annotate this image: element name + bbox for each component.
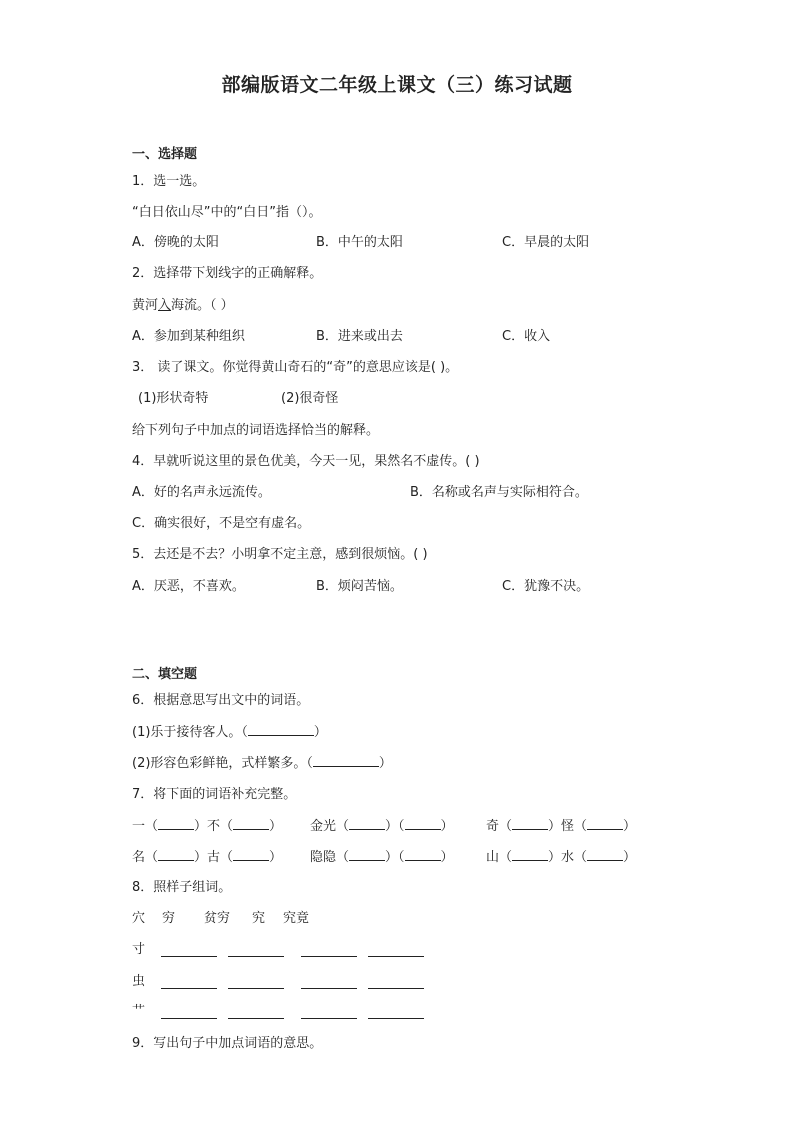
q7-r1-c2-b: ）（ (385, 819, 405, 834)
q7-r2-c1 (132, 848, 282, 867)
q7-r1-c2 (310, 817, 454, 836)
q3-option-2[interactable]: (2)很奇怪 (281, 391, 339, 406)
q5-option-b[interactable]: B．烦闷苦恼。 (316, 579, 403, 594)
q7-r2-c1-c: ） (269, 850, 283, 865)
q2-option-b[interactable]: B．进来或出去 (316, 329, 403, 344)
q5-stem: 5．去还是不去？小明拿不定主意，感到很烦恼。( ) (132, 547, 428, 562)
q7-r1-c1-c: ） (269, 819, 283, 834)
q2-option-c[interactable]: C．收入 (502, 329, 551, 344)
q7-r2-c1-a: 名（ (132, 850, 159, 865)
q7-blank[interactable] (405, 817, 441, 830)
q7-r2-c2 (310, 848, 454, 867)
q5-option-a[interactable]: A．厌恶，不喜欢。 (132, 579, 245, 594)
q6-item-1-text: (1)乐于接待客人。（ (132, 725, 248, 740)
q2-text-b: 海流。（ ） (171, 298, 234, 313)
q6-blank-1[interactable] (248, 723, 314, 736)
q7-blank[interactable] (349, 848, 385, 861)
instruction-text: 给下列句子中加点的词语选择恰当的解释。 (132, 423, 380, 438)
q8-example-3: 贫穷 (204, 911, 231, 926)
q7-r1-c1 (132, 817, 282, 836)
q6-item-1 (132, 723, 327, 742)
q3-option-1[interactable]: (1)形状奇特 (138, 391, 209, 406)
q8-example-4: 究 (252, 911, 266, 926)
q8-blank[interactable] (228, 956, 284, 957)
q7-r2-c2-a: 隐隐（ (310, 850, 350, 865)
q8-blank[interactable] (368, 988, 424, 989)
q7-blank[interactable] (512, 817, 548, 830)
q8-radical-1: 寸 (132, 942, 146, 957)
q2-stem: 2．选择带下划线字的正确解释。 (132, 266, 323, 281)
q6-blank-2[interactable] (313, 754, 379, 767)
q8-blank[interactable] (161, 988, 217, 989)
q7-r1-c3 (486, 817, 636, 836)
q8-blank[interactable] (161, 956, 217, 957)
q1-stem: 1．选一选。 (132, 174, 206, 189)
q6-stem: 6．根据意思写出文中的词语。 (132, 693, 310, 708)
q6-close-2: ） (378, 756, 392, 771)
q8-blank[interactable] (228, 1018, 284, 1019)
q7-blank[interactable] (233, 817, 269, 830)
q4-option-b[interactable]: B．名称或名声与实际相符合。 (410, 485, 588, 500)
q7-r1-c1-a: 一（ (132, 819, 159, 834)
q8-blank[interactable] (301, 956, 357, 957)
q5-option-c[interactable]: C．犹豫不决。 (502, 579, 590, 594)
q6-item-2-text: (2)形容色彩鲜艳，式样繁多。（ (132, 756, 313, 771)
q7-r1-c2-c: ） (440, 819, 454, 834)
q8-stem: 8．照样子组词。 (132, 880, 232, 895)
q7-r2-c2-b: ）（ (385, 850, 405, 865)
q7-r2-c3-a: 山（ (486, 850, 513, 865)
q6-close-1: ） (313, 725, 327, 740)
q3-stem: 3． 读了课文。你觉得黄山奇石的“奇”的意思应该是( )。 (132, 360, 459, 375)
q8-example-2: 穷 (162, 911, 176, 926)
q1-option-b[interactable]: B．中午的太阳 (316, 235, 403, 250)
q4-option-c[interactable]: C．确实很好，不是空有虚名。 (132, 516, 311, 531)
q8-blank[interactable] (368, 1018, 424, 1019)
q8-blank[interactable] (368, 956, 424, 957)
q1-option-a[interactable]: A．傍晚的太阳 (132, 235, 219, 250)
q7-blank[interactable] (587, 817, 623, 830)
q2-underlined-char: 入 (158, 298, 172, 313)
q7-stem: 7．将下面的词语补充完整。 (132, 787, 297, 802)
q8-radical-3: 艹 (132, 1004, 146, 1019)
q4-option-a[interactable]: A．好的名声永远流传。 (132, 485, 271, 500)
q7-blank[interactable] (405, 848, 441, 861)
q8-radical-2: 虫 (132, 974, 146, 989)
q7-blank[interactable] (158, 817, 194, 830)
q7-r1-c3-c: ） (623, 819, 637, 834)
q2-option-a[interactable]: A．参加到某种组织 (132, 329, 245, 344)
q7-r2-c3-c: ） (623, 850, 637, 865)
q2-text-a: 黄河 (132, 298, 159, 313)
q8-blank[interactable] (301, 1018, 357, 1019)
q8-blank[interactable] (301, 988, 357, 989)
q1-option-c[interactable]: C．早晨的太阳 (502, 235, 590, 250)
q7-r1-c3-a: 奇（ (486, 819, 513, 834)
q7-blank[interactable] (233, 848, 269, 861)
q7-r1-c3-b: ）怪（ (548, 819, 588, 834)
section-heading-choice: 一、选择题 (132, 147, 198, 162)
q7-r2-c3-b: ）水（ (548, 850, 588, 865)
q8-blank[interactable] (161, 1018, 217, 1019)
q7-blank[interactable] (512, 848, 548, 861)
q7-blank[interactable] (349, 817, 385, 830)
q6-item-2 (132, 754, 392, 773)
q7-r2-c3 (486, 848, 636, 867)
q7-blank[interactable] (158, 848, 194, 861)
q9-stem: 9．写出句子中加点词语的意思。 (132, 1036, 323, 1051)
q7-blank[interactable] (587, 848, 623, 861)
q4-stem: 4．早就听说这里的景色优美，今天一见，果然名不虚传。( ) (132, 454, 480, 469)
section-heading-fill: 二、填空题 (132, 667, 198, 682)
q7-r1-c1-b: ）不（ (194, 819, 234, 834)
q7-r2-c1-b: ）古（ (194, 850, 234, 865)
q1-text: “白日依山尽”中的“白日”指（）。 (132, 205, 322, 220)
q8-example-5: 究竟 (283, 911, 310, 926)
q7-r1-c2-a: 金光（ (310, 819, 350, 834)
q2-text (132, 297, 234, 315)
q7-r2-c2-c: ） (440, 850, 454, 865)
q8-blank[interactable] (228, 988, 284, 989)
q8-example-1: 穴 (132, 911, 146, 926)
page-title: 部编版语文二年级上课文（三）练习试题 (221, 74, 573, 96)
